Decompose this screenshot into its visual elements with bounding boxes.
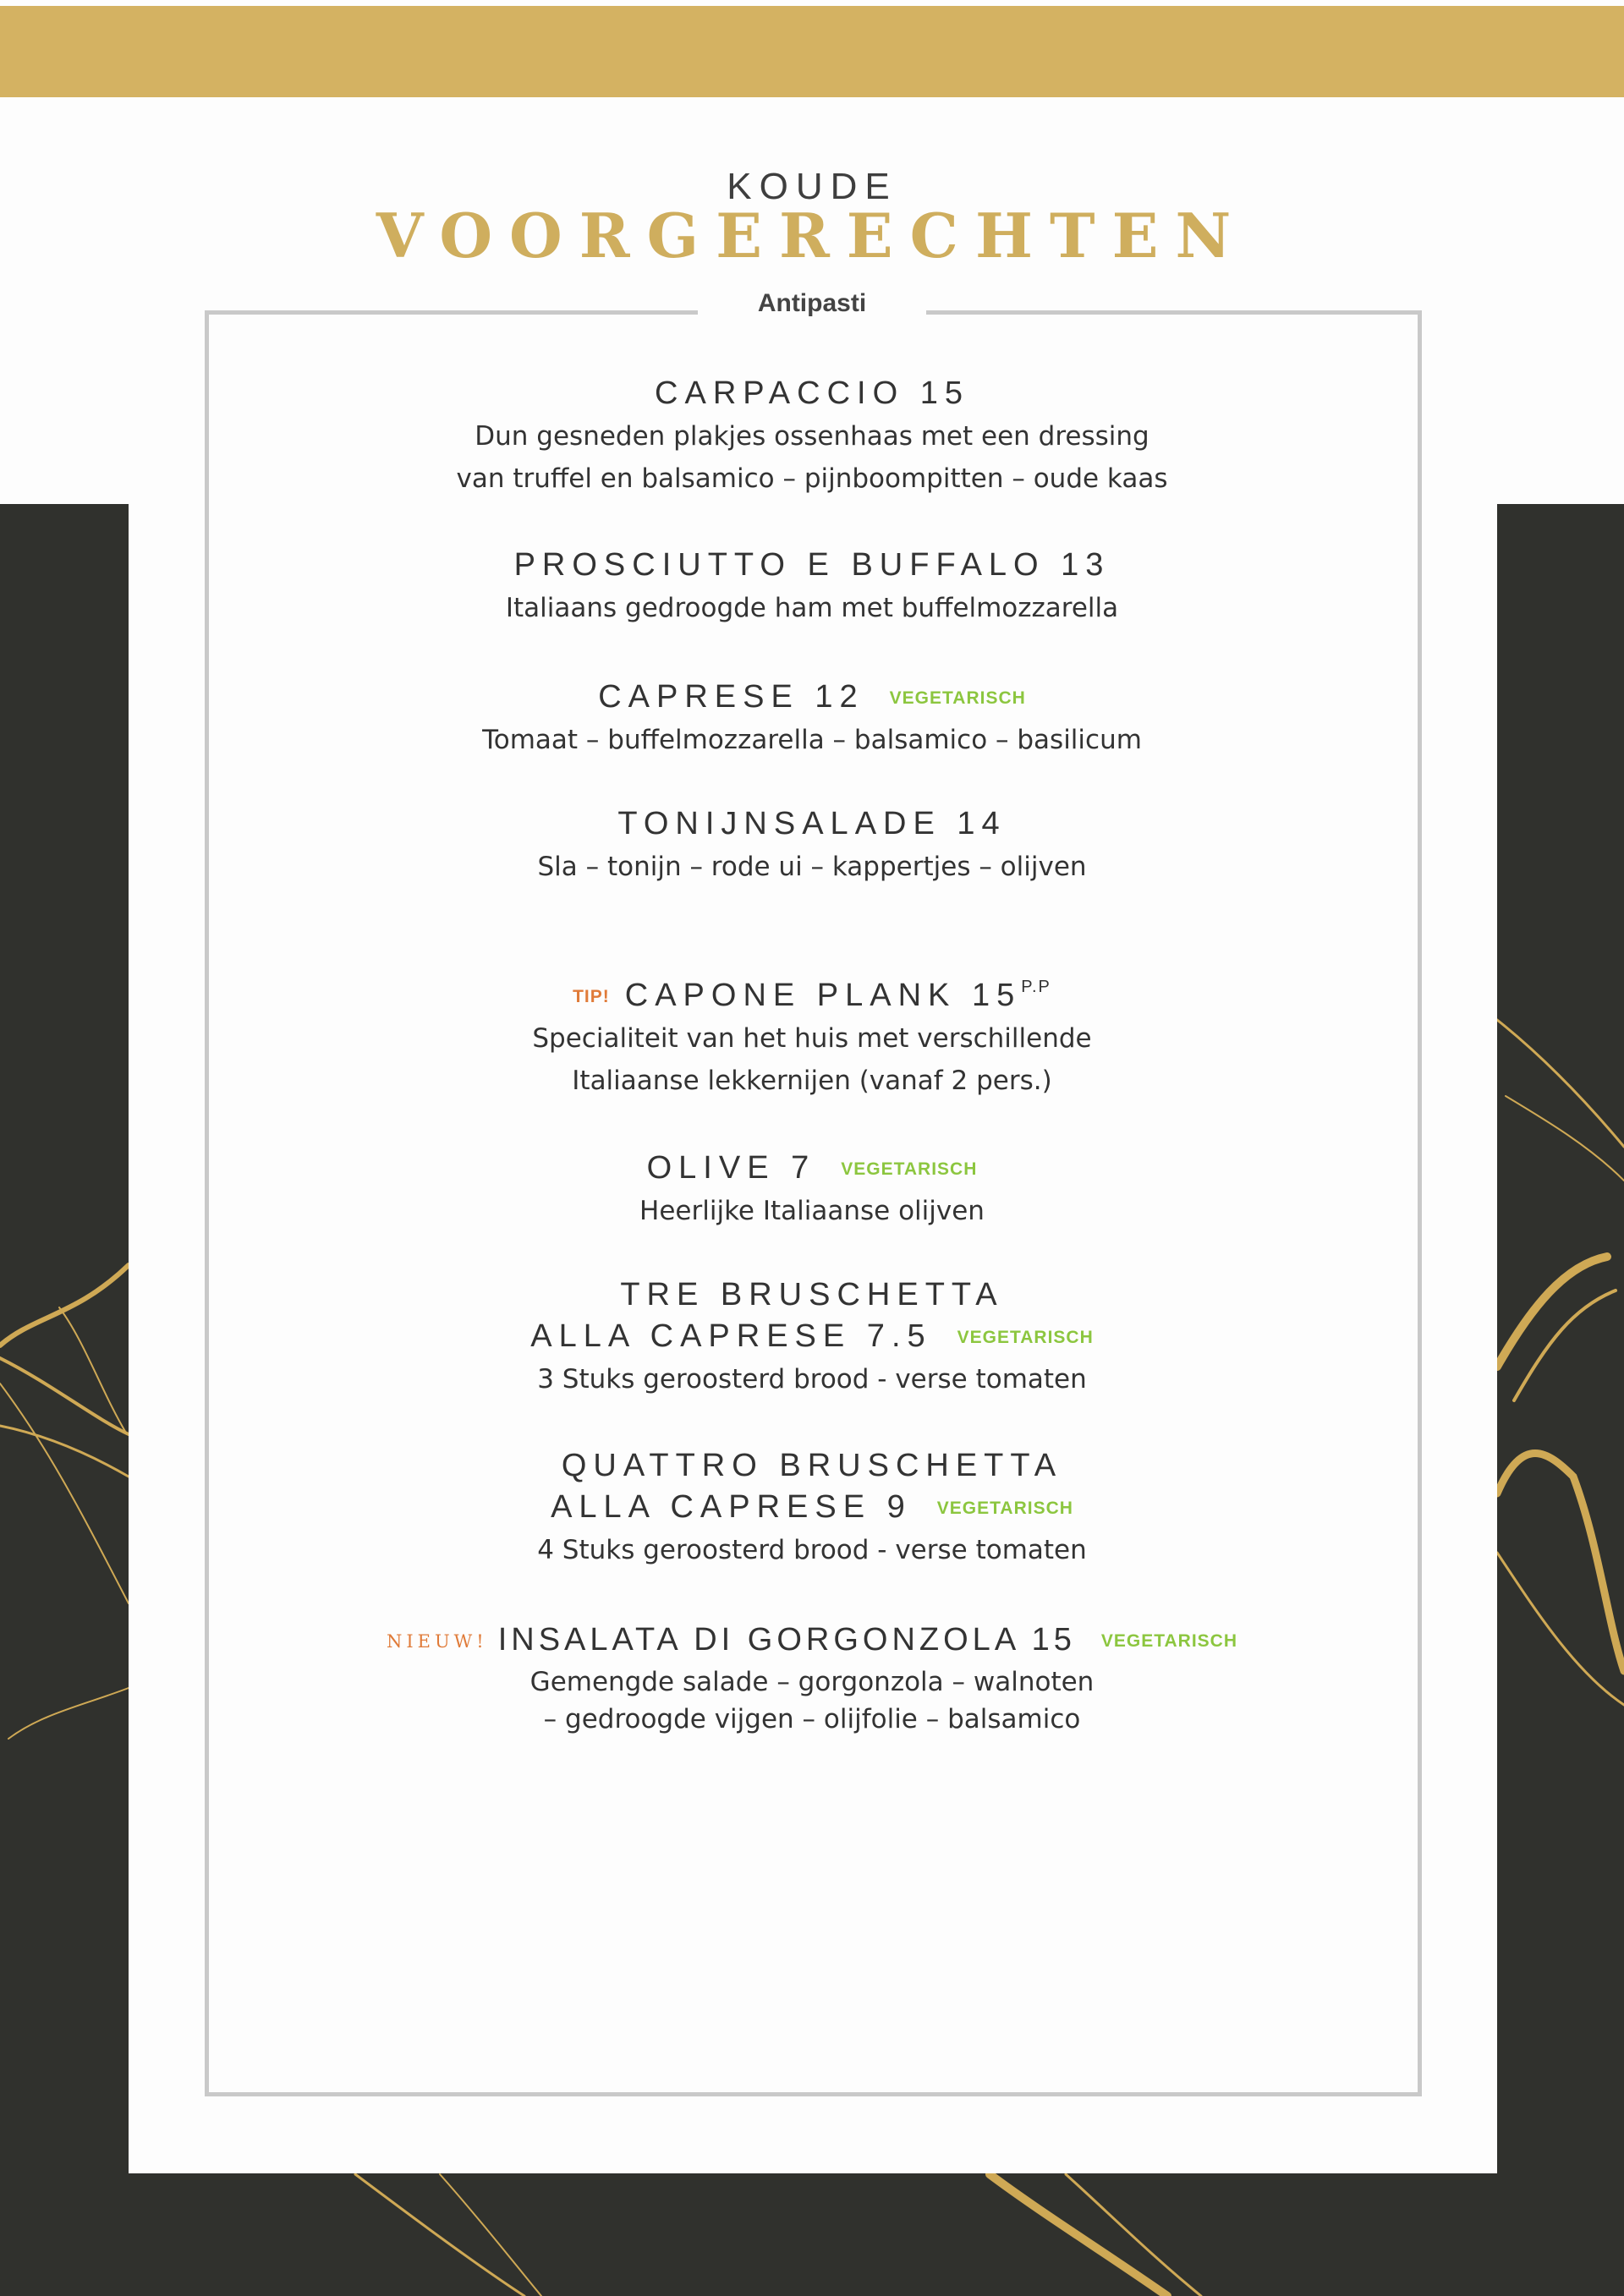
item-description: – gedroogde vijgen – olijfolie – balsamico [543, 1704, 1081, 1734]
item-name: CAPRESE 12 [598, 679, 864, 715]
menu-item-prosciutto [0, 547, 1624, 629]
vegetarian-badge: VEGETARISCH [936, 1498, 1073, 1518]
item-description: Heerlijke Italiaanse olijven [639, 1196, 985, 1226]
vegetarian-badge: VEGETARISCH [841, 1159, 978, 1179]
menu-item-olive [0, 1150, 1624, 1232]
vegetarian-badge: VEGETARISCH [889, 688, 1026, 708]
page-subtitle: Antipasti [757, 289, 867, 317]
new-label: NIEUW! [386, 1630, 488, 1652]
item-description: Italiaans gedroogde ham met buffelmozzarella [505, 593, 1119, 623]
item-name: INSALATA DI GORGONZOLA 15 [497, 1622, 1076, 1658]
item-name: CAPONE PLANK 15 [624, 978, 1022, 1013]
item-name: TONIJNSALADE 14 [617, 806, 1007, 841]
item-description: Gemengde salade – gorgonzola – walnoten [529, 1667, 1095, 1697]
menu-item-insalata-gorgonzola [0, 1622, 1624, 1738]
tip-label: TIP! [573, 986, 610, 1006]
item-description: 4 Stuks geroosterd brood - verse tomaten [537, 1535, 1087, 1565]
vegetarian-badge: VEGETARISCH [1100, 1630, 1238, 1651]
item-description: Tomaat – buffelmozzarella – balsamico – basilicum [482, 725, 1142, 755]
menu-item-tonijnsalade [0, 806, 1624, 888]
item-name: QUATTRO BRUSCHETTA [561, 1448, 1063, 1483]
menu-item-tre-bruschetta [0, 1277, 1624, 1400]
item-description: Sla – tonijn – rode ui – kappertjes – olijven [537, 852, 1087, 882]
item-name: CARPACCIO 15 [655, 375, 969, 411]
item-price-unit: P.P [1021, 978, 1051, 996]
item-description: van truffel en balsamico – pijnboompitten – oude kaas [456, 463, 1168, 494]
menu-item-caprese [0, 679, 1624, 761]
item-name: OLIVE 7 [646, 1150, 816, 1186]
menu-item-carpaccio [0, 375, 1624, 500]
vegetarian-badge: VEGETARISCH [957, 1327, 1094, 1347]
item-description: 3 Stuks geroosterd brood - verse tomaten [537, 1364, 1087, 1395]
page-title-top: KOUDE [727, 166, 897, 207]
item-name: ALLA CAPRESE 9 [551, 1489, 912, 1525]
item-name: PROSCIUTTO E BUFFALO 13 [513, 547, 1111, 583]
menu-item-quattro-bruschetta [0, 1448, 1624, 1571]
page-title: VOORGERECHTEN [376, 200, 1248, 271]
item-name: ALLA CAPRESE 7.5 [530, 1318, 932, 1354]
menu-item-capone-plank [0, 978, 1624, 1102]
top-gold-bar [0, 6, 1624, 97]
item-description: Dun gesneden plakjes ossenhaas met een dressing [475, 421, 1149, 452]
item-name: TRE BRUSCHETTA [620, 1277, 1004, 1312]
item-description: Specialiteit van het huis met verschillende [532, 1023, 1092, 1054]
item-description: Italiaanse lekkernijen (vanaf 2 pers.) [572, 1066, 1052, 1096]
